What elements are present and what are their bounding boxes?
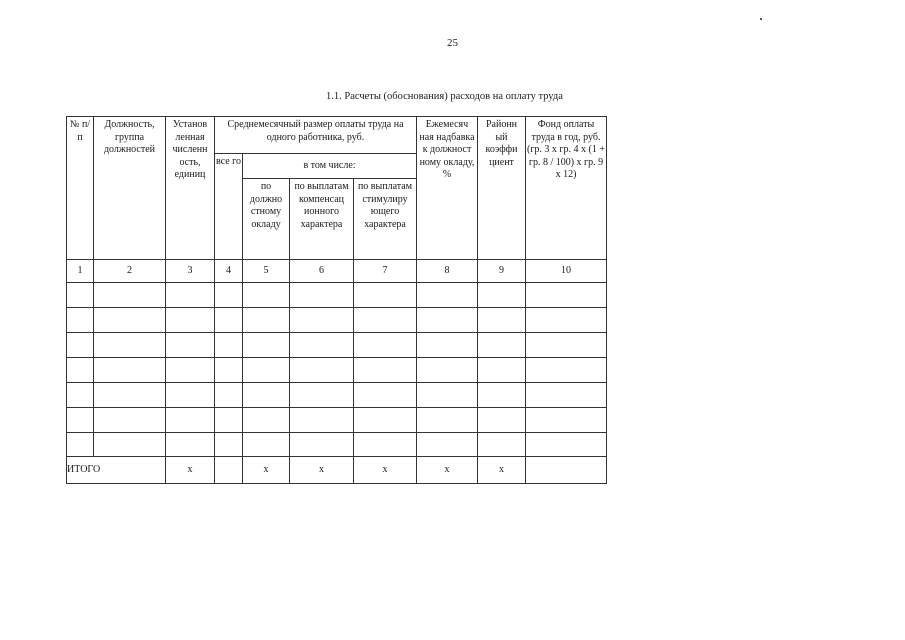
header-by-incentive: по выплатам стимулиру ющего характера: [354, 179, 417, 260]
column-number: 9: [478, 260, 526, 283]
total-cell: [215, 457, 243, 484]
header-regional-coef: Районн ый коэффи циент: [478, 117, 526, 260]
header-avg-salary: Среднемесячный размер оплаты труда на одного работника, руб.: [215, 117, 417, 154]
total-label: ИТОГО: [67, 457, 166, 484]
table-row: [67, 283, 607, 308]
column-number: 2: [94, 260, 166, 283]
table-row: [67, 433, 607, 457]
column-number: 5: [243, 260, 290, 283]
total-cell: x: [243, 457, 290, 484]
total-cell: x: [290, 457, 354, 484]
column-number: 10: [526, 260, 607, 283]
column-number: 3: [166, 260, 215, 283]
total-cell: x: [417, 457, 478, 484]
total-cell: x: [354, 457, 417, 484]
header-monthly-bonus: Ежемесяч ная надбавка к должност ному окладу, %: [417, 117, 478, 260]
column-number: 7: [354, 260, 417, 283]
column-number-row: [67, 260, 607, 283]
table-row: [67, 333, 607, 358]
column-number: 4: [215, 260, 243, 283]
page-number: 25: [447, 37, 458, 49]
column-number: 6: [290, 260, 354, 283]
table-caption: 1.1. Расчеты (обоснования) расходов на оплату труда: [326, 91, 563, 102]
header-staff: Установ ленная численн ость, единиц: [166, 117, 215, 260]
header-by-compensation: по выплатам компенсац ионного характера: [290, 179, 354, 260]
table-row: [67, 408, 607, 433]
payroll-table: [66, 116, 607, 484]
header-fund: Фонд оплаты труда в год, руб. (гр. 3 x гр. 4 x (1 + гр. 8 / 100) x гр. 9 x 12): [526, 117, 607, 260]
column-number: 1: [67, 260, 94, 283]
header-total: все го: [215, 154, 243, 260]
table-row: [67, 358, 607, 383]
scan-speck: [760, 18, 762, 20]
header-including: в том числе:: [243, 154, 417, 179]
total-row: [67, 457, 607, 484]
header-by-salary: по должно стному окладу: [243, 179, 290, 260]
table-row: [67, 383, 607, 408]
header-position: Должность, группа должностей: [94, 117, 166, 260]
total-cell: [526, 457, 607, 484]
total-cell: x: [166, 457, 215, 484]
header-num: № п/п: [67, 117, 94, 260]
table-row: [67, 308, 607, 333]
column-number: 8: [417, 260, 478, 283]
total-cell: x: [478, 457, 526, 484]
